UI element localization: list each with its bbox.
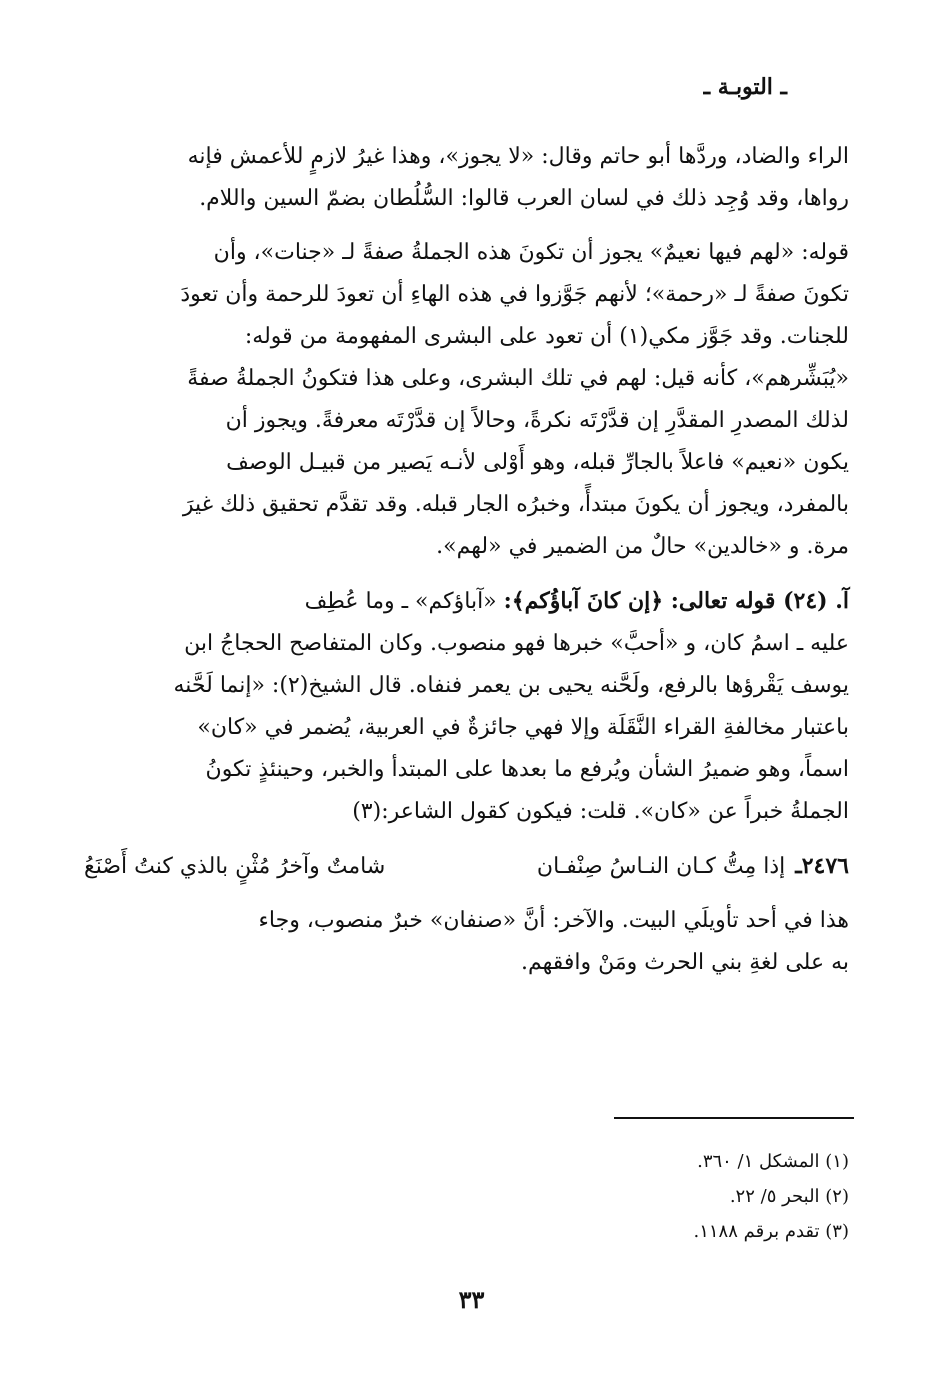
text-line [84,580,849,623]
main-text [84,136,849,996]
text-line: مرة. و «خالدين» حالٌ من الضمير في «لهم». [436,534,849,559]
footnote: (٣) تقدم برقم ١١٨٨. [693,1221,849,1242]
verse-number: ٢٤٧٦ـ [795,853,849,879]
text-line: بالمفرد، ويجوز أن يكونَ مبتدأً، وخبرُه الجار قبله. وقد تقدَّم تحقيق ذلك غيرَ [182,492,849,517]
text-line: رواها، وقد وُجِد ذلك في لسان العرب قالوا: السُّلُطان بضمّ السين واللام. [199,186,849,211]
text-line: قوله: «لهم فيها نعيمٌ» يجوز أن تكونَ هذه الجملةُ صفةً لـ «جنات»، وأن [213,240,849,265]
footnotes [429,1144,849,1249]
verse-hemistich-first: إذا مِتُّ كـان النـاسُ صِنْفـان [536,854,786,879]
text-line: الراء والضاد، وردَّها أبو حاتم وقال: «لا يجوز»، وهذا غيرُ لازمٍ للأعمش فإنه [187,144,849,169]
running-header: ـ التوبـة ـ [703,74,787,100]
verse-reference: آ. (٢٤) قوله تعالى: ﴿إن كانَ آباؤُكم﴾: [503,588,849,614]
footnote: (١) المشكل ١/ ٣٦٠. [697,1151,849,1172]
text-line: الجملةُ خبراً عن «كان». قلت: فيكون كقول الشاعر:(٣) [352,799,849,824]
paragraph-1 [84,136,849,220]
text-line: «يُبَشِّرهم»، كأنه قيل: لهم في تلك البشرى، وعلى هذا فتكونُ الجملةُ صفةً [187,366,849,391]
footnote: (٢) البحر ٥/ ٢٢. [729,1186,849,1207]
page-number: ٣٣ [458,1285,485,1314]
poetry-verse [84,845,849,888]
text-line: تكونَ صفةً لـ «رحمة»؛ لأنهم جَوَّزوا في هذه الهاءِ أن تعودَ للرحمة وأن تعودَ [180,282,849,307]
text-line: لذلك المصدرِ المقدَّرِ إن قدَّرْتَه نكرةً، وحالاً إن قدَّرْتَه معرفةً. ويجوز أن [225,408,849,433]
verse-hemistich-second: شامتٌ وآخرُ مُثْنٍ بالذي كنتُ أَصْنَعُ [84,854,386,879]
paragraph-2 [84,232,849,568]
text-fragment: «آباؤكم» ـ وما عُطِف [304,589,504,614]
text-line: عليه ـ اسمُ كان، و «أحبَّ» خبرها فهو منصوب. وكان المتفاصح الحجاجُ ابن [184,631,849,656]
text-line: يوسف يَقْرؤها بالرفع، ولَحَّنه يحيى بن يعمر فنفاه. قال الشيخ(٢): «إنما لَحَّنه [173,673,849,698]
text-line: به على لغةِ بني الحرث ومَنْ وافقهم. [520,950,849,975]
text-line: يكون «نعيم» فاعلاً بالجارِّ قبله، وهو أَوْلى لأنـه يَصير من قبيـل الوصف [226,450,849,475]
text-line: هذا في أحد تأويلَي البيت. والآخر: أنَّ «صنفان» خبرٌ منصوب، وجاء [258,908,849,933]
paragraph-4 [84,900,849,984]
paragraph-3 [84,580,849,833]
text-line: باعتبار مخالفةِ القراء النَّقَلَة وإلا فهي جائزةٌ في العربية، يُضمر في «كان» [197,715,849,740]
footnote-separator [614,1117,854,1119]
text-line: اسماً، وهو ضميرُ الشأن ويُرفع ما بعدها على المبتدأ والخبر، وحينئذٍ تكونُ [205,757,849,782]
text-line: للجنات. وقد جَوَّز مكي(١) أن تعود على البشرى المفهومة من قوله: [244,324,849,349]
